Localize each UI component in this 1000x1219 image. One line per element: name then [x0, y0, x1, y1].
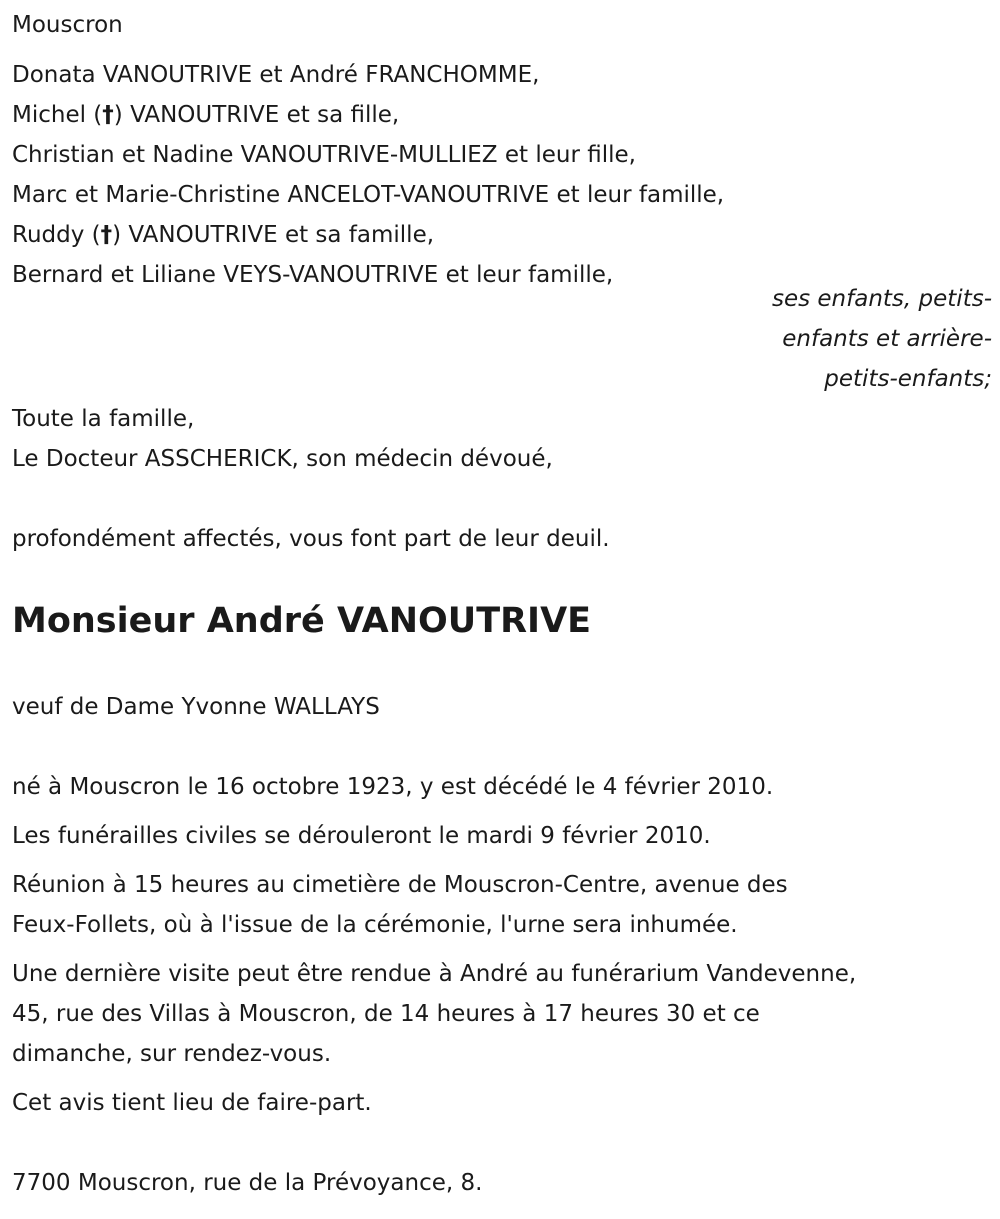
deceased-cross-icon: † — [102, 102, 114, 128]
deceased-name: Monsieur André VANOUTRIVE — [12, 601, 592, 641]
deceased-cross-icon: † — [100, 222, 113, 248]
city-heading: Mouscron — [12, 12, 123, 38]
birth-death-text: né à Mouscron le 16 octobre 1923, y est décédé le 4 février 2010. — [12, 774, 774, 800]
visit-text: Une dernière visite peut être rendue à André au funérarium Vandevenne, 45, rue des Villas à Mouscron, de 14 heures à 17 heures 30 et ce dimanche, sur rendez-vous. — [12, 961, 857, 1067]
family-line: Marc et Marie-Christine ANCELOT-VANOUTRIVE et leur famille, — [12, 182, 725, 208]
others-line: Le Docteur ASSCHERICK, son médecin dévoué, — [12, 446, 553, 472]
intro-text: profondément affectés, vous font part de leur deuil. — [12, 526, 610, 552]
obituary-notice — [12, 5, 992, 1203]
relation-note: ses enfants, petits- enfants et arrière- petits-enfants; — [771, 286, 992, 392]
family-line: Christian et Nadine VANOUTRIVE-MULLIEZ et leur fille, — [12, 142, 636, 168]
family-line: Bernard et Liliane VEYS-VANOUTRIVE et leur famille, — [12, 262, 614, 288]
family-line: Michel (†) VANOUTRIVE et sa fille, — [12, 102, 400, 128]
widow-text: veuf de Dame Yvonne WALLAYS — [12, 694, 380, 720]
notice-text: Cet avis tient lieu de faire-part. — [12, 1090, 372, 1116]
family-list — [12, 55, 992, 295]
others-list — [12, 399, 992, 479]
reunion-text: Réunion à 15 heures au cimetière de Mouscron-Centre, avenue des Feux-Follets, où à l'issue de la cérémonie, l'urne sera inhumée. — [12, 872, 788, 938]
funeral-text: Les funérailles civiles se dérouleront le mardi 9 février 2010. — [12, 823, 711, 849]
family-line: Ruddy (†) VANOUTRIVE et sa famille, — [12, 222, 435, 248]
family-line: Donata VANOUTRIVE et André FRANCHOMME, — [12, 62, 540, 88]
others-line: Toute la famille, — [12, 406, 195, 432]
address-text: 7700 Mouscron, rue de la Prévoyance, 8. — [12, 1170, 483, 1196]
